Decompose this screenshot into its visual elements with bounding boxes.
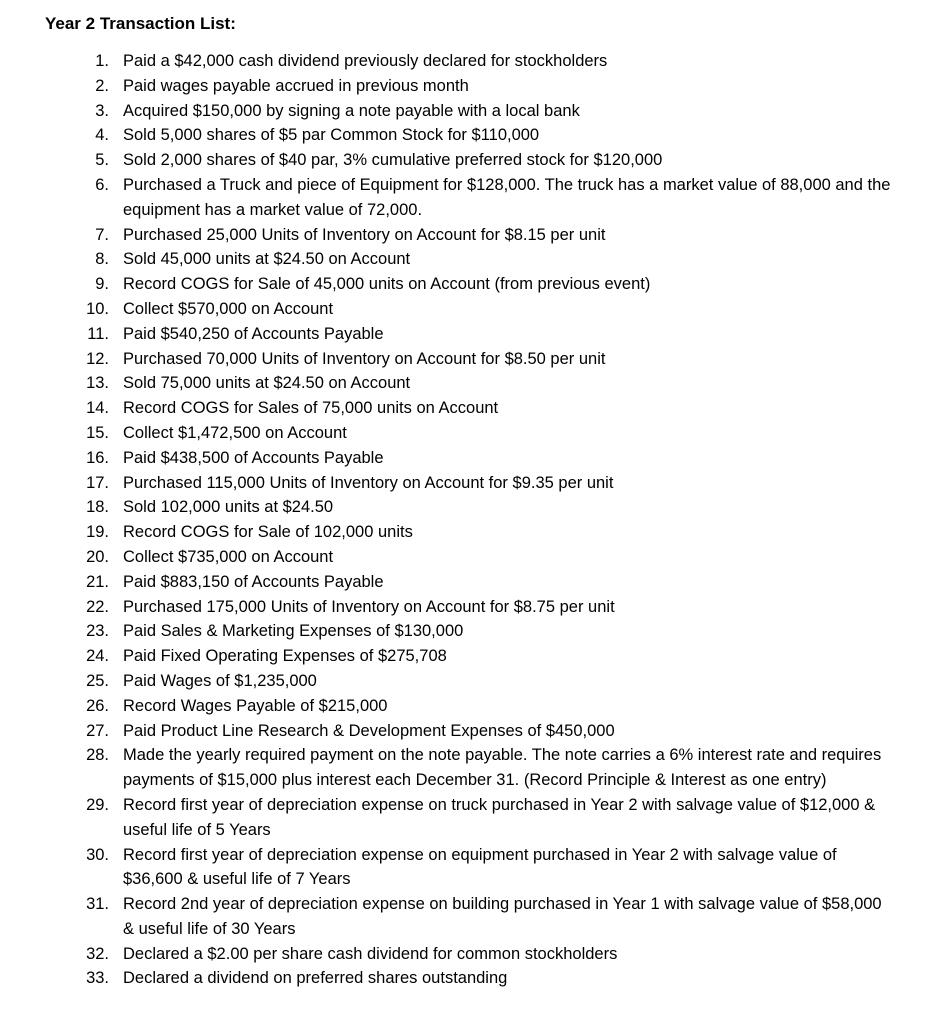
list-item-number: 6. [95,175,109,194]
list-item-number: 1. [95,52,109,70]
list-item-number: 23. [86,622,109,641]
list-item-number: 4. [95,126,109,145]
list-item-text: Paid Fixed Operating Expenses of $275,708 [123,647,447,666]
list-item-number: 8. [95,250,109,269]
list-item [45,793,950,843]
list-item [45,743,950,793]
list-item-number: 25. [86,671,109,690]
list-item [45,396,950,421]
list-item [45,49,950,74]
list-item-number: 21. [86,572,109,591]
list-item [45,223,950,248]
list-item-number: 26. [86,696,109,715]
list-item-number: 20. [86,547,109,566]
list-item [45,471,950,496]
list-item-text: Collect $570,000 on Account [123,299,334,318]
list-item-number: 22. [86,597,109,616]
list-item [45,272,950,297]
list-item [45,74,950,99]
list-item [45,371,950,396]
list-item-text: Purchased 115,000 Units of Inventory on Account for $9.35 per unit [123,473,614,492]
list-item-number: 33. [86,969,109,988]
list-item [45,99,950,124]
list-item-text: Record 2nd year of depreciation expense on building purchased in Year 1 with salvage value of $58,000 & useful life of 30 Years [123,895,882,938]
list-item-number: 14. [86,399,109,418]
list-item-number: 2. [95,76,109,95]
list-item-number: 31. [86,895,109,914]
list-item-text: Sold 2,000 shares of $40 par, 3% cumulative preferred stock for $120,000 [123,151,663,170]
list-item-text: Record first year of depreciation expense on truck purchased in Year 2 with salvage value of $12,000 & useful life of 5 Years [123,795,876,839]
list-item-text: Paid Sales & Marketing Expenses of $130,000 [123,622,464,641]
list-item-text: Purchased a Truck and piece of Equipment for $128,000. The truck has a market value of 88,000 and the equipment has a market value of 72,000. [123,175,891,219]
list-item-number: 3. [95,101,109,120]
list-item-number: 17. [86,473,109,492]
list-item [45,347,950,372]
list-item-number: 15. [86,423,109,442]
list-item [45,247,950,272]
list-item-text: Sold 102,000 units at $24.50 [123,498,334,517]
list-item [45,694,950,719]
list-item [45,421,950,446]
list-item-number: 24. [86,647,109,666]
list-item [45,446,950,471]
list-item-text: Record first year of depreciation expense on equipment purchased in Year 2 with salvage value of $36,600 & useful life of 7 Years [123,845,837,889]
list-item-number: 7. [95,225,109,244]
list-item [45,123,950,148]
list-item-text: Paid Wages of $1,235,000 [123,671,317,690]
list-item-text: Declared a dividend on preferred shares outstanding [123,969,508,988]
list-item-text: Paid $438,500 of Accounts Payable [123,448,384,467]
list-item-number: 16. [86,448,109,467]
list-item [45,520,950,545]
list-item [45,148,950,173]
list-item [45,322,950,347]
list-item [45,719,950,744]
list-item-number: 18. [86,498,109,517]
list-item-text: Collect $1,472,500 on Account [123,423,347,442]
page-title: Year 2 Transaction List: [45,14,236,33]
list-item [45,173,950,223]
list-item-text: Declared a $2.00 per share cash dividend for common stockholders [123,944,618,963]
list-item-number: 29. [86,795,109,814]
list-item [45,669,950,694]
list-item-text: Sold 75,000 units at $24.50 on Account [123,374,411,393]
transaction-list [45,49,950,991]
list-item-text: Record Wages Payable of $215,000 [123,696,388,715]
list-item-text: Purchased 25,000 Units of Inventory on Account for $8.15 per unit [123,225,606,244]
list-item-text: Purchased 70,000 Units of Inventory on Account for $8.50 per unit [123,349,606,368]
list-item-number: 11. [87,324,109,343]
list-item-text: Paid wages payable accrued in previous month [123,76,469,95]
list-item [45,595,950,620]
list-item [45,644,950,669]
list-item [45,942,950,967]
list-item [45,545,950,570]
list-item-text: Made the yearly required payment on the note payable. The note carries a 6% interest rate and requires payments of $15,000 plus interest each December 31. (Record Principle & Interest as one entry) [123,746,882,790]
list-item-text: Record COGS for Sale of 102,000 units [123,523,413,542]
list-item-number: 28. [86,746,109,765]
list-item [45,297,950,322]
list-item [45,570,950,595]
list-item-number: 27. [86,721,109,740]
list-item-number: 5. [95,151,109,170]
list-item-text: Paid a $42,000 cash dividend previously declared for stockholders [123,52,608,70]
list-item-text: Acquired $150,000 by signing a note payable with a local bank [123,101,580,120]
list-item [45,966,950,991]
list-item-text: Paid $540,250 of Accounts Payable [123,324,384,343]
list-item-text: Paid Product Line Research & Development Expenses of $450,000 [123,721,615,740]
list-item-text: Paid $883,150 of Accounts Payable [123,572,384,591]
list-item-text: Purchased 175,000 Units of Inventory on Account for $8.75 per unit [123,597,615,616]
list-item-number: 13. [86,374,109,393]
list-item-number: 12. [86,349,109,368]
list-item-text: Collect $735,000 on Account [123,547,334,566]
list-item [45,495,950,520]
list-item-text: Sold 45,000 units at $24.50 on Account [123,250,411,269]
list-item-text: Record COGS for Sales of 75,000 units on Account [123,399,499,418]
list-item-number: 30. [86,845,109,864]
list-item-number: 10. [86,299,109,318]
list-item [45,619,950,644]
list-item-number: 19. [86,523,109,542]
list-item-text: Record COGS for Sale of 45,000 units on Account (from previous event) [123,275,651,294]
list-item-text: Sold 5,000 shares of $5 par Common Stock for $110,000 [123,126,540,145]
list-item-number: 9. [95,275,109,294]
list-item [45,892,950,942]
list-item [45,843,950,893]
list-item-number: 32. [86,944,109,963]
